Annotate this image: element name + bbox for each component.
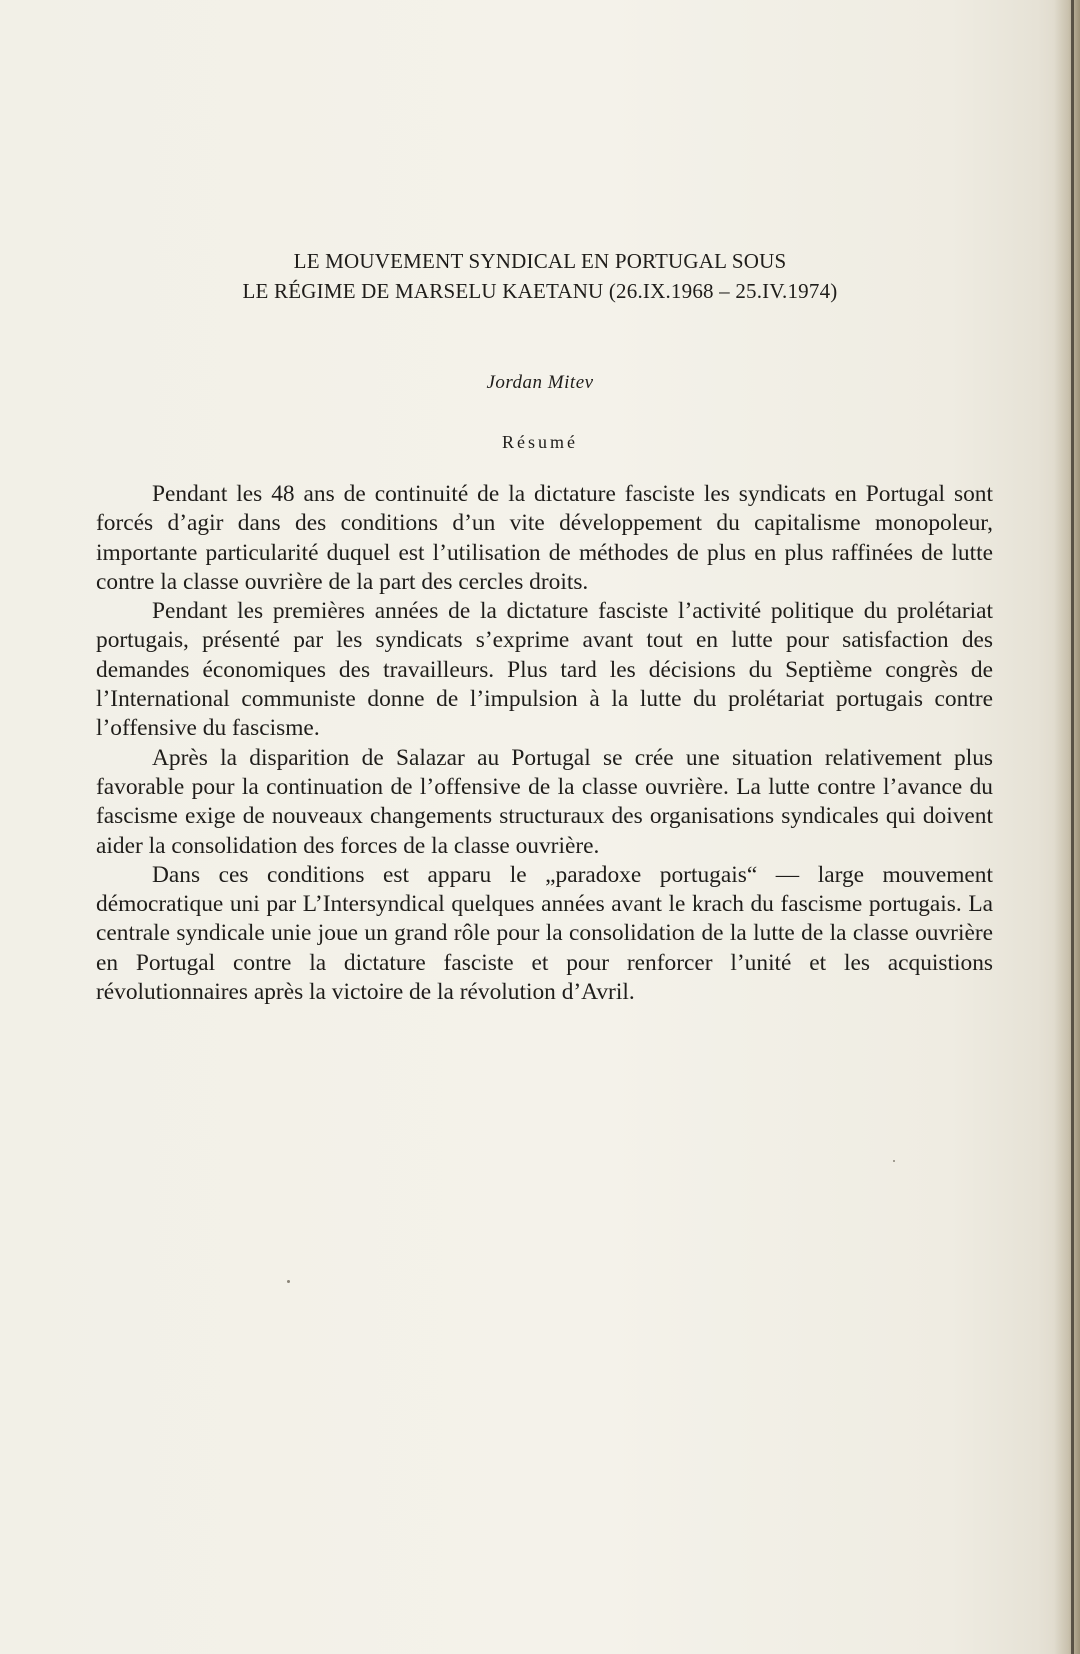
paragraph-4: Dans ces conditions est apparu le „paradoxe portugais“ — large mouvement démocratique uni par L’Intersyndical quelques années avant le krach du fascisme portugais. La centrale syndicale unie joue un grand rôle pour la consolidation de la lutte de la classe ouvrière en Portugal contre la dictature fasciste et pour renforcer l’unité et les acquistions révolutionnaires après la victoire de la révolution d’Avril.	[96, 861, 993, 1006]
paragraph-1: Pendant les 48 ans de continuité de la dictature fasciste les syndicats en Portugal sont forcés d’agir dans des conditions d’un vite développement du capitalisme monopoleur, importante particularité duquel est l’utilisation de méthodes de plus en plus raffinées de lutte contre la classe ouvrière de la part des cercles droits.	[96, 481, 993, 595]
paper-speck	[287, 1280, 290, 1283]
abstract-body	[96, 480, 993, 1007]
paragraph-2: Pendant les premières années de la dictature fasciste l’activité politique du prolétariat portugais, présenté par les syndicats s’exprime avant tout en lutte pour satisfaction des demandes économiques des travailleurs. Plus tard les décisions du Septième congrès de l’International communiste donne de l’impulsion à la lutte du prolétariat portugais contre l’offensive du fascisme.	[96, 598, 993, 742]
title-line-2: LE RÉGIME DE MARSELU KAETANU (26.IX.1968 – 25.IV.1974)	[242, 279, 838, 303]
paper-speck	[893, 1160, 895, 1162]
paragraph-3: Après la disparition de Salazar au Portugal se crée une situation relativement plus favorable pour la continuation de l’offensive de la classe ouvrière. La lutte contre l’avance du fascisme exige de nouveaux changements structuraux des organisations syndicales qui doivent aider la consolidation des forces de la classe ouvrière.	[96, 744, 993, 859]
author-name: Jordan Mitev	[486, 372, 594, 393]
section-heading: Résumé	[502, 432, 578, 452]
article-title	[0, 246, 1080, 306]
title-line-1: LE MOUVEMENT SYNDICAL EN PORTUGAL SOUS	[293, 249, 787, 273]
